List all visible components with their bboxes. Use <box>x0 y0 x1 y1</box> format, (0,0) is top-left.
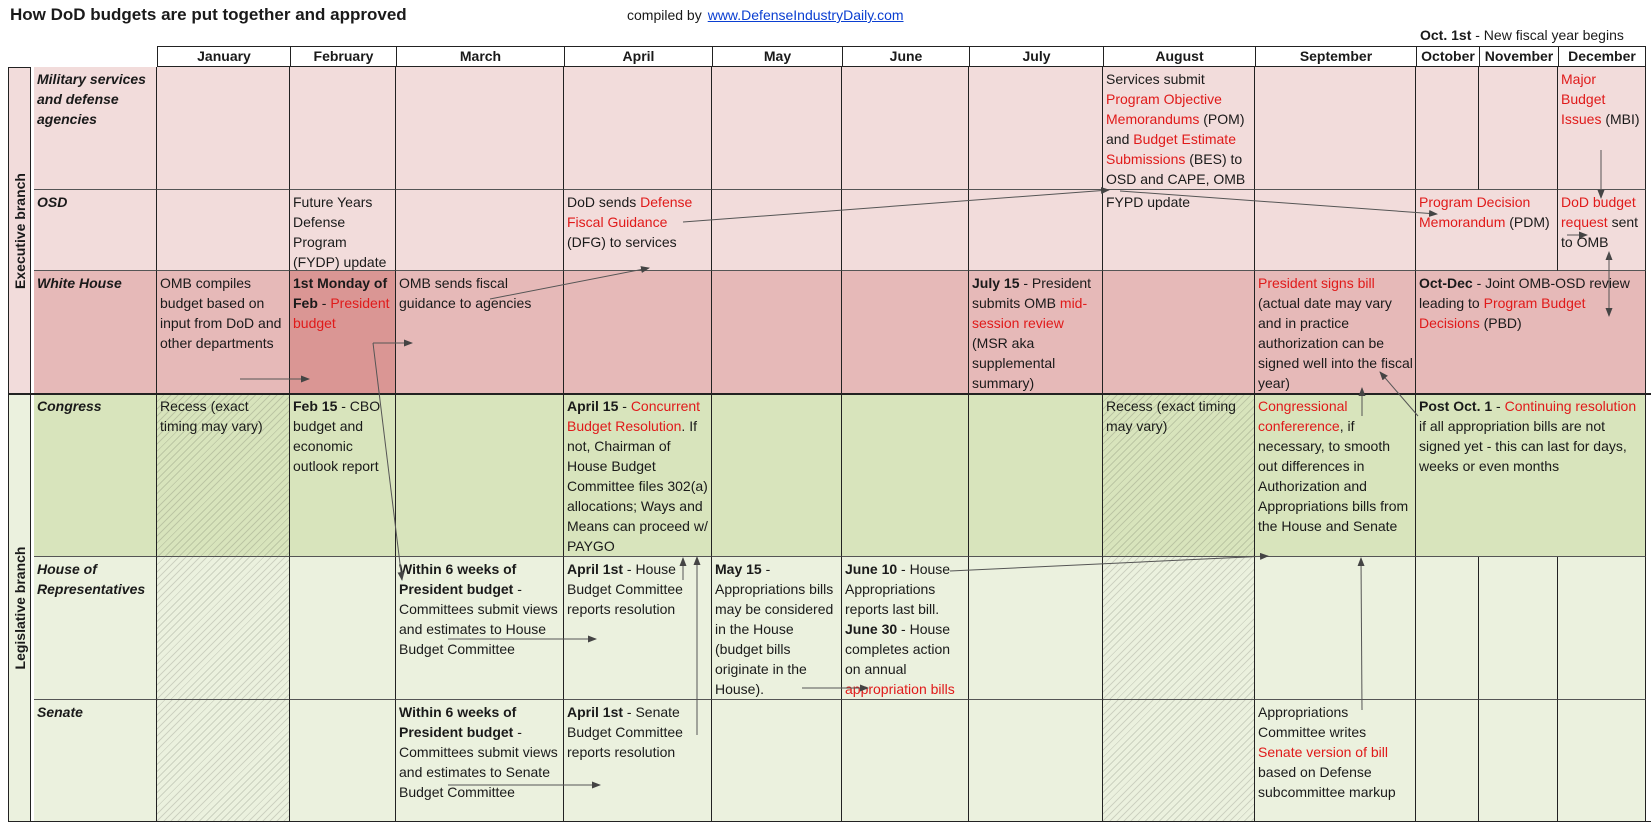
arrow-june-to-conference <box>950 556 1268 571</box>
compiled-label: compiled by <box>627 7 702 23</box>
cell-text-b1: Within 6 weeks of President budget <box>399 704 517 740</box>
cell-whitehouse-jan: OMB compiles budget based on input from DoD and other departments <box>157 271 290 394</box>
cell-text-t2: (MSR aka supplemental summary) <box>972 335 1056 391</box>
page-title: How DoD budgets are put together and approved <box>10 5 407 24</box>
month-dec: December <box>1558 46 1646 67</box>
cell-text-t1: DoD sends <box>567 194 641 210</box>
cell-text-b2: June 30 <box>845 621 898 637</box>
cell-text-t1: - Appropriations bills may be considered in the House (budget bills originate in the House). <box>715 561 834 697</box>
row-header-house: House of Representatives <box>34 557 157 700</box>
legislative-branch-label: Legislative branch <box>8 394 31 822</box>
month-jun: June <box>842 46 970 67</box>
cell-osd-feb: Future Years Defense Program (FYDP) update <box>290 190 396 271</box>
arrow-fiscal-guidance-to-dfg <box>490 268 649 299</box>
cell-text-r1: Major Budget Issues <box>1561 71 1606 127</box>
cell-text-b1: Feb 15 <box>293 398 338 414</box>
row-header-whitehouse: White House <box>34 271 157 394</box>
cell-text-r1: Program Objective Memorandums <box>1106 91 1222 127</box>
arrow-fypd-to-pdm <box>1120 191 1437 214</box>
cell-text-t2: (POM) and <box>1106 111 1245 147</box>
cell-text-r1: President budget <box>293 295 390 331</box>
cell-text-t1: - <box>618 398 631 414</box>
row-header-military: Military services and defense agencies <box>34 67 157 190</box>
cell-whitehouse-mar: OMB sends fiscal guidance to agencies <box>396 271 564 394</box>
arrow-president-budget-to-house <box>373 343 402 580</box>
cell-congress-jan: Recess (exact timing may vary) <box>157 394 290 557</box>
cell-text-b1: 1st Monday of Feb <box>293 275 388 311</box>
cell-text-b1: Post Oct. 1 <box>1419 398 1493 414</box>
cell-text-b1: Within 6 weeks of President budget <box>399 561 517 597</box>
month-sep: September <box>1255 46 1417 67</box>
fiscal-text: - New fiscal year begins <box>1471 27 1624 43</box>
cell-text-t1: (actual date may vary and in practice authorization can be signed well into the fiscal year) <box>1258 295 1413 391</box>
cell-text-b1: April 1st <box>567 561 624 577</box>
month-aug: August <box>1103 46 1256 67</box>
cell-text-t2: (DFG) to services <box>567 234 677 250</box>
cell-text-t1: - CBO budget and economic outlook report <box>293 398 381 474</box>
cell-congress-aug: Recess (exact timing may vary) <box>1103 394 1255 557</box>
source-link[interactable]: www.DefenseIndustryDaily.com <box>707 7 904 23</box>
cell-text-t1: - House Budget Committee reports resolution <box>567 561 683 617</box>
cell-text-t1: - <box>317 295 331 311</box>
cell-text-b1: July 15 <box>972 275 1020 291</box>
arrow-cr-to-president <box>1380 372 1418 416</box>
month-jul: July <box>969 46 1104 67</box>
cell-text-t2: . If not, Chairman of House Budget Committee files 302(a) allocations; Ways and Means can proceed w/ PAYGO <box>567 418 708 554</box>
cell-text-t1: , if necessary, to smooth out differences in Authorization and Appropriations bills from the House and Senate <box>1258 418 1409 534</box>
row-header-osd: OSD <box>34 190 157 271</box>
cell-text-r1: Senate version of bill <box>1258 744 1388 760</box>
cell-text-t3: (BES) to OSD and CAPE, OMB <box>1106 151 1246 187</box>
cell-text-t1: - House Appropriations reports last bill. <box>845 561 951 617</box>
cell-text-r1: Congressional confererence <box>1258 398 1348 434</box>
month-feb: February <box>290 46 397 67</box>
cell-text-t1: sent to OMB <box>1561 214 1639 250</box>
cell-text-t2: if all appropriation bills are not signed yet - this can last for days, weeks or even months <box>1419 418 1627 474</box>
month-may: May <box>712 46 843 67</box>
cell-text-t1: (PDM) <box>1505 214 1550 230</box>
row-header-congress: Congress <box>34 394 157 557</box>
cell-text-t1: - Committees submit views and estimates to House Budget Committee <box>399 581 558 657</box>
arrow-dfg-to-pom <box>683 190 1109 222</box>
cell-text-t1: - Senate Budget Committee reports resolution <box>567 704 683 760</box>
month-jan: January <box>157 46 291 67</box>
cell-text-r1: appropriation bills <box>845 681 955 697</box>
cell-text-b1: Oct-Dec <box>1419 275 1473 291</box>
cell-text-t1: - Committees submit views and estimates to Senate Budget Committee <box>399 724 558 800</box>
cell-text-t1: - <box>1492 398 1505 414</box>
month-apr: April <box>564 46 713 67</box>
cell-text-r1: Concurrent Budget Resolution <box>567 398 701 434</box>
cell-text-r1: Program Decision Memorandum <box>1419 194 1531 230</box>
cell-text-r1: mid-session review <box>972 295 1088 331</box>
cell-text-t1: - Joint OMB-OSD review leading to <box>1419 275 1630 311</box>
cell-text-t2: based on Defense subcommittee markup <box>1258 764 1396 800</box>
executive-branch-label: Executive branch <box>8 67 31 394</box>
cell-osd-aug: FYPD update <box>1103 190 1255 271</box>
cell-text-r1: Defense Fiscal Guidance <box>567 194 693 230</box>
cell-text-t1: Services submit <box>1106 71 1205 87</box>
cell-text-r1: Continuing resolution <box>1504 398 1637 414</box>
cell-text-b1: May 15 <box>715 561 762 577</box>
month-nov: November <box>1479 46 1559 67</box>
cell-text-r2: Budget Estimate Submissions <box>1106 131 1236 167</box>
cell-text-b1: June 10 <box>845 561 898 577</box>
cell-text-t1: Appropriations Committee writes <box>1258 704 1367 740</box>
fiscal-date: Oct. 1st <box>1420 27 1472 43</box>
cell-text-t1: - President submits OMB <box>972 275 1092 311</box>
month-oct: October <box>1416 46 1480 67</box>
cell-text-r1: DoD budget request <box>1561 194 1636 230</box>
cell-text-t2: (PBD) <box>1479 315 1522 331</box>
cell-text-t1: (MBI) <box>1601 111 1640 127</box>
month-mar: March <box>396 46 565 67</box>
row-header-senate: Senate <box>34 700 157 822</box>
arrow-senate-bill-to-conference <box>1361 558 1362 710</box>
cell-text-t2: - House completes action on annual <box>845 621 951 677</box>
cell-text-b1: April 15 <box>567 398 619 414</box>
cell-text-r1: President signs bill <box>1258 275 1375 291</box>
cell-text-r1: Program Budget Decisions <box>1419 295 1586 331</box>
cell-text-b1: April 1st <box>567 704 624 720</box>
